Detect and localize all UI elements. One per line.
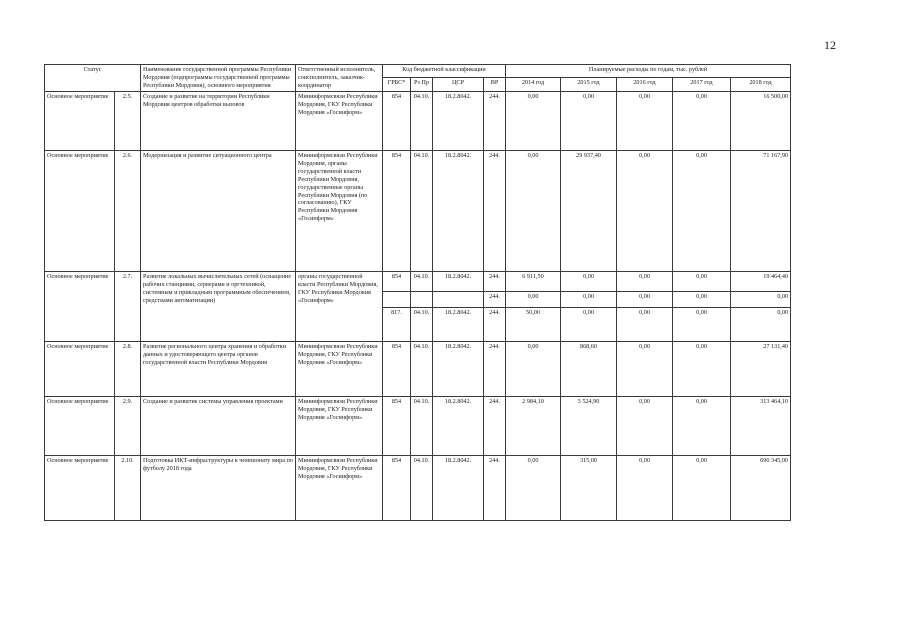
- table-row: [45, 150, 791, 271]
- row-value-2014: 0,00: [506, 455, 561, 520]
- row-name: Создание и развитие на территории Республики Мордовия центров обработки вызовов: [141, 91, 296, 150]
- header-responsible: Ответственный исполнитель, соисполнитель, заказчик-координатор: [296, 65, 383, 92]
- row-value-2015: 0,00: [561, 307, 617, 341]
- row-name: Модернизация и развитие ситуационного центра: [141, 150, 296, 271]
- header-year-2017: 2017 год: [673, 78, 731, 91]
- row-value-2015: 0,00: [561, 271, 617, 291]
- row-vr: 244.: [484, 307, 506, 341]
- header-rz-pr: Рз Пр: [411, 78, 433, 91]
- row-vr: 244.: [484, 291, 506, 307]
- row-value-2016: 0,00: [617, 271, 673, 291]
- row-vr: 244.: [484, 455, 506, 520]
- row-vr: 244.: [484, 150, 506, 271]
- row-value-2016: 0,00: [617, 291, 673, 307]
- row-csr: 18.2.8042.: [433, 396, 484, 455]
- header-expenses: Планируемые расходы по годам, тыс. рублей: [506, 65, 791, 78]
- row-value-2017: 0,00: [673, 341, 731, 396]
- row-value-2017: 0,00: [673, 291, 731, 307]
- header-grbs: ГРБС*: [383, 78, 411, 91]
- row-responsible: органы государственной власти Республики Мордовия, ГКУ Республики Мордовия «Госинформ»: [296, 271, 383, 341]
- row-value-2018: 71 167,90: [731, 150, 791, 271]
- row-value-2014: 0,00: [506, 291, 561, 307]
- row-value-2017: 0,00: [673, 307, 731, 341]
- row-name: Развитие локальных вычислительных сетей (оснащение рабочих станциями, серверами и оргтехникой, системным и прикладным программным обеспечением, средствами автоматизации): [141, 271, 296, 341]
- header-row-1: [45, 65, 791, 78]
- row-grbs: [383, 291, 411, 307]
- page-number: 12: [824, 38, 836, 52]
- row-grbs: 854: [383, 341, 411, 396]
- row-rz-pr: 04.10.: [411, 455, 433, 520]
- table-row: [45, 396, 791, 455]
- row-value-2018: 690 345,00: [731, 455, 791, 520]
- row-csr: [433, 291, 484, 307]
- header-year-2016: 2016 год: [617, 78, 673, 91]
- row-name: Развитие регионального центра хранения и обработки данных и удостоверяющего центра органов государственной власти Республики Мордовия: [141, 341, 296, 396]
- row-rz-pr: 04.10.: [411, 91, 433, 150]
- row-csr: 18.2.8042.: [433, 150, 484, 271]
- row-vr: 244.: [484, 271, 506, 291]
- header-year-2015: 2015 год: [561, 78, 617, 91]
- row-value-2017: 0,00: [673, 455, 731, 520]
- header-budget-code: Код бюджетной классификации: [383, 65, 506, 78]
- row-value-2014: 2 984,10: [506, 396, 561, 455]
- row-value-2018: 27 131,40: [731, 341, 791, 396]
- row-value-2014: 0,00: [506, 341, 561, 396]
- row-value-2017: 0,00: [673, 150, 731, 271]
- header-status: Статус: [45, 65, 141, 92]
- row-name: Подготовка ИКТ-инфраструктуры к чемпионату мира по футболу 2018 года: [141, 455, 296, 520]
- row-value-2016: 0,00: [617, 341, 673, 396]
- row-status: Основное мероприятие: [45, 341, 115, 396]
- row-number: 2.7.: [115, 271, 141, 341]
- row-number: 2.5.: [115, 91, 141, 150]
- row-value-2015: 868,60: [561, 341, 617, 396]
- row-responsible: Минииформсвязи Республики Мордовия, ГКУ Республики Мордовия «Госинформ»: [296, 455, 383, 520]
- row-value-2017: 0,00: [673, 271, 731, 291]
- row-name: Создание и развитие системы управления проектами: [141, 396, 296, 455]
- table-row: [45, 455, 791, 520]
- row-status: Основное мероприятие: [45, 271, 115, 341]
- row-value-2018: 19 464,40: [731, 271, 791, 291]
- row-csr: 18.2.8042.: [433, 91, 484, 150]
- table-row: [45, 341, 791, 396]
- row-grbs: 817.: [383, 307, 411, 341]
- row-status: Основное мероприятие: [45, 91, 115, 150]
- row-responsible: Минииформсвязи Республики Мордовия, ГКУ Республики Мордовия «Госинформ»: [296, 396, 383, 455]
- row-value-2015: 0,00: [561, 291, 617, 307]
- row-value-2018: 313 464,10: [731, 396, 791, 455]
- row-csr: 18.2.8042.: [433, 455, 484, 520]
- row-grbs: 854: [383, 396, 411, 455]
- row-csr: 18.2.8042.: [433, 271, 484, 291]
- header-vr: ВР: [484, 78, 506, 91]
- row-responsible: Минииформсвязи Республики Мордовия, органы государственной власти Республики Мордовия, государственные органы Республики Мордовия (по согласованию), ГКУ Республики Мордовия «Госинформ»: [296, 150, 383, 271]
- row-number: 2.8.: [115, 341, 141, 396]
- row-status: Основное мероприятие: [45, 396, 115, 455]
- table-row: [45, 271, 791, 291]
- header-year-2014: 2014 год: [506, 78, 561, 91]
- row-value-2017: 0,00: [673, 396, 731, 455]
- row-csr: 18.2.8042.: [433, 307, 484, 341]
- row-status: Основное мероприятие: [45, 150, 115, 271]
- row-value-2016: 0,00: [617, 396, 673, 455]
- row-value-2018: 16 500,00: [731, 91, 791, 150]
- row-rz-pr: 04.10.: [411, 396, 433, 455]
- row-value-2015: 3 524,90: [561, 396, 617, 455]
- row-rz-pr: 04.10.: [411, 341, 433, 396]
- row-vr: 244.: [484, 341, 506, 396]
- row-value-2016: 0,00: [617, 150, 673, 271]
- header-year-2018: 2018 год: [731, 78, 791, 91]
- row-rz-pr: [411, 291, 433, 307]
- row-value-2014: 6 911,50: [506, 271, 561, 291]
- row-number: 2.10.: [115, 455, 141, 520]
- row-value-2018: 0,00: [731, 291, 791, 307]
- header-csr: ЦСР: [433, 78, 484, 91]
- row-grbs: 854: [383, 455, 411, 520]
- row-csr: 18.2.8042.: [433, 341, 484, 396]
- row-vr: 244.: [484, 396, 506, 455]
- row-value-2015: 29 937,40: [561, 150, 617, 271]
- row-rz-pr: 04.10.: [411, 150, 433, 271]
- row-value-2016: 0,00: [617, 307, 673, 341]
- row-value-2014: 0,00: [506, 150, 561, 271]
- row-rz-pr: 04.10.: [411, 271, 433, 291]
- budget-table: [44, 64, 791, 521]
- row-grbs: 854: [383, 150, 411, 271]
- row-vr: 244.: [484, 91, 506, 150]
- header-name: Наименование государственной программы Республики Мордовия (подпрограммы государственной программы Республики Мордовия), основного мероприятия: [141, 65, 296, 92]
- table-row: [45, 91, 791, 150]
- row-responsible: Минииформсвязи Республики Мордовия, ГКУ Республики Мордовия «Госинформ»: [296, 341, 383, 396]
- row-responsible: Минииформсвязи Республики Мордовия, ГКУ Республики Мордовия «Госинформ»: [296, 91, 383, 150]
- row-number: 2.9.: [115, 396, 141, 455]
- row-grbs: 854: [383, 91, 411, 150]
- row-value-2015: 315,00: [561, 455, 617, 520]
- row-rz-pr: 04.10.: [411, 307, 433, 341]
- row-value-2015: 0,00: [561, 91, 617, 150]
- row-value-2016: 0,00: [617, 455, 673, 520]
- row-number: 2.6.: [115, 150, 141, 271]
- row-value-2014: 50,00: [506, 307, 561, 341]
- row-value-2017: 0,00: [673, 91, 731, 150]
- row-value-2014: 0,00: [506, 91, 561, 150]
- row-grbs: 854: [383, 271, 411, 291]
- row-value-2016: 0,00: [617, 91, 673, 150]
- row-status: Основное мероприятие: [45, 455, 115, 520]
- row-value-2018: 0,00: [731, 307, 791, 341]
